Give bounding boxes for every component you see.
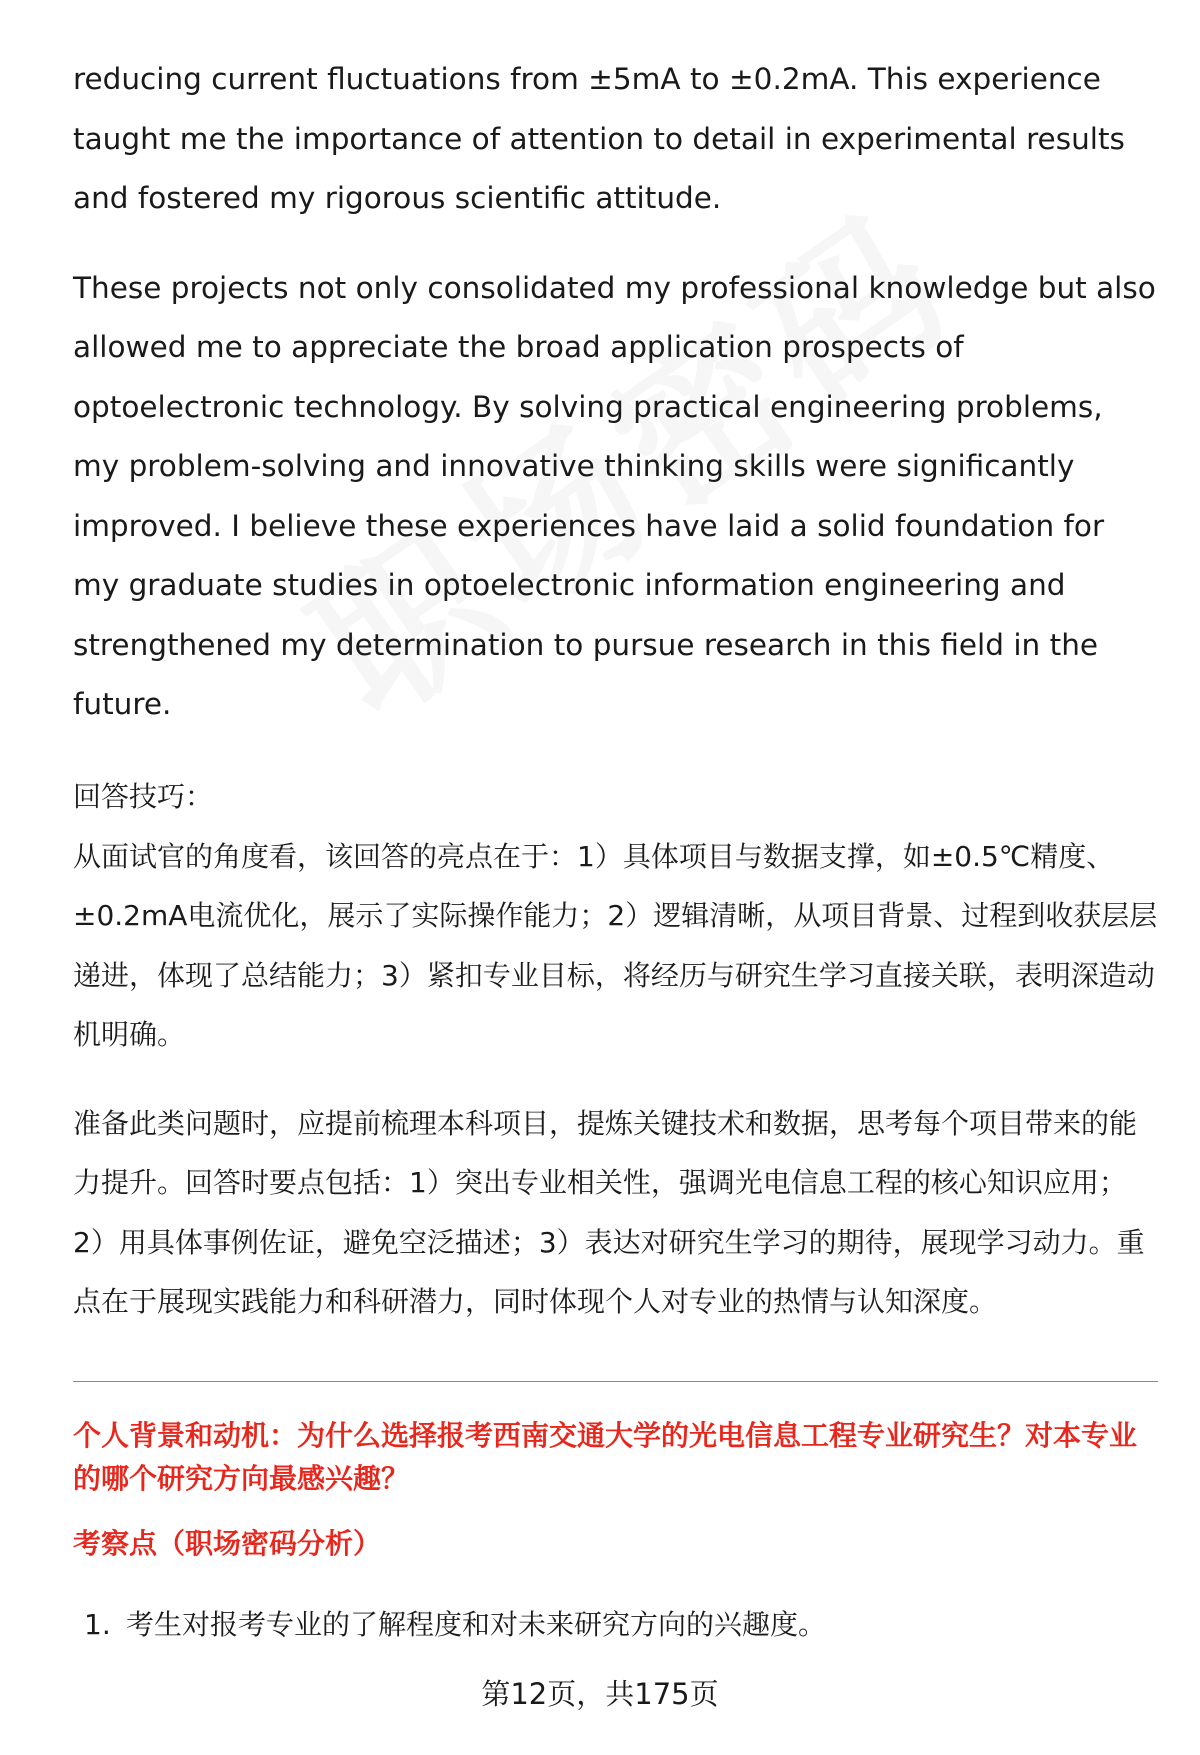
section-title: 考察点（职场密码分析） — [73, 1527, 382, 1560]
tips-paragraph-1: 从面试官的角度看，该回答的亮点在于：1）具体项目与数据支撑，如±0.5℃精度、±0.2mA电流优化，展示了实际操作能力；2）逻辑清晰，从项目背景、过程到收获层层递进，体现了总结能力；3）紧扣专业目标，将经历与研究生学习直接关联，表明深造动机明确。 — [73, 839, 1158, 1051]
list-item-text: 考生对报考专业的了解程度和对未来研究方向的兴趣度。 — [126, 1608, 827, 1641]
section-divider — [73, 1381, 1158, 1382]
tips-label: 回答技巧： — [73, 779, 214, 813]
list-item — [84, 1605, 826, 1645]
document-body — [73, 0, 1158, 1332]
body-paragraph-1: reducing current fluctuations from ±5mA to ±0.2mA. This experience taught me the importance of attention to detail in experimental results and fostered my rigorous scientific attitude. — [73, 62, 1125, 215]
tips-paragraph-2: 准备此类问题时，应提前梳理本科项目，提炼关键技术和数据，思考每个项目带来的能力提升。回答时要点包括：1）突出专业相关性，强调光电信息工程的核心知识应用；2）用具体事例佐证，避免空泛描述；3）表达对研究生学习的期待，展现学习动力。重点在于展现实践能力和科研潜力，同时体现个人对专业的热情与认知深度。 — [73, 1106, 1145, 1318]
page-number: 第12页，共175页 — [481, 1677, 719, 1711]
question-title: 个人背景和动机：为什么选择报考西南交通大学的光电信息工程专业研究生？对本专业的哪个研究方向最感兴趣？ — [73, 1419, 1138, 1495]
list-item-number: 1. — [84, 1608, 111, 1641]
body-paragraph-2: These projects not only consolidated my professional knowledge but also allowed me to appreciate the broad application prospects of optoelectronic technology. By solving practical engineering problems, my problem-solving and innovative thinking skills were significantly improved. I believe these experiences have laid a solid foundation for my graduate studies in optoelectronic information engineering and strengthened my determination to pursue research in this field in the future. — [73, 270, 1156, 721]
